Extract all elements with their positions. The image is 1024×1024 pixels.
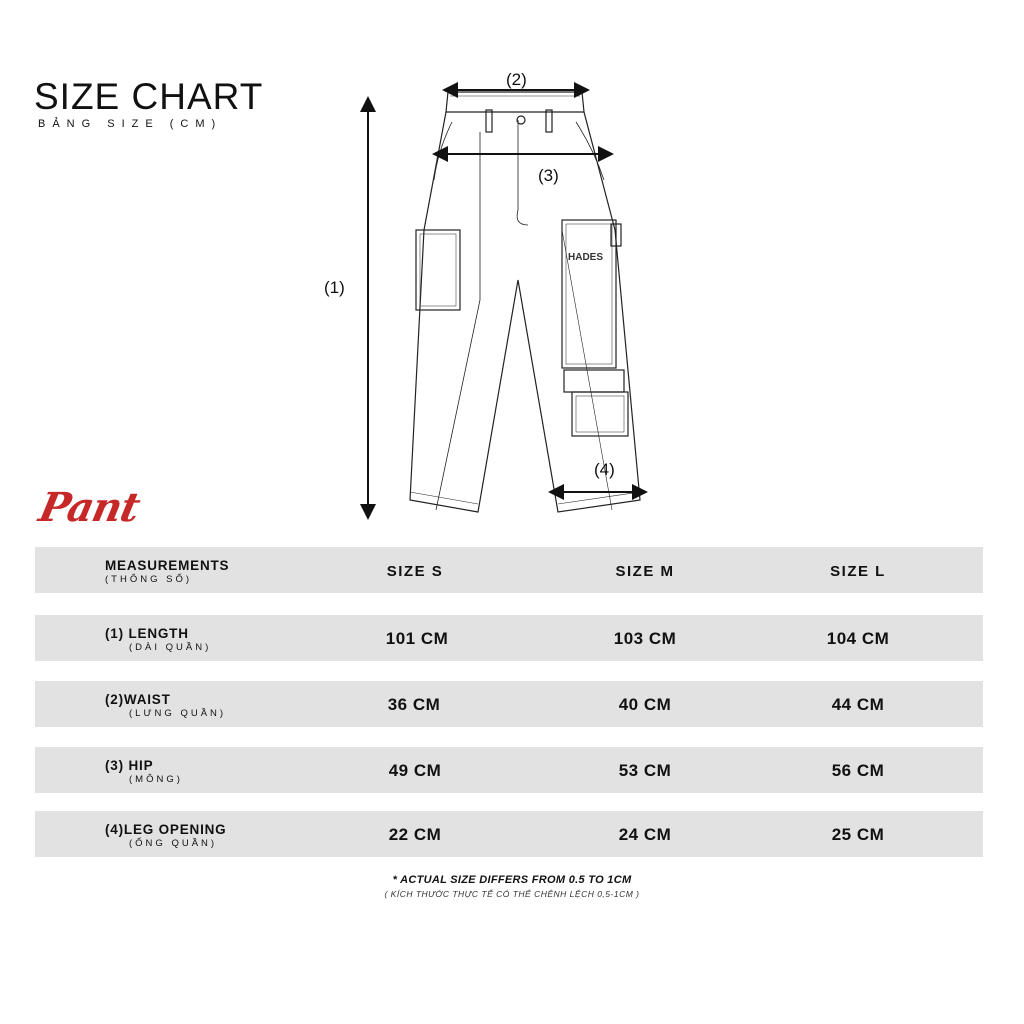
- table-cell: 36 CM: [387, 695, 441, 714]
- table-row: [35, 681, 983, 727]
- table-cell: 44 CM: [831, 695, 885, 714]
- size-note: * ACTUAL SIZE DIFFERS FROM 0.5 TO 1CM: [392, 874, 632, 886]
- page-subtitle: BẢNG SIZE (CM): [38, 118, 223, 130]
- measurements-header: MEASUREMENTS (THÔNG SỐ): [105, 558, 230, 585]
- page-title: SIZE CHART: [34, 76, 264, 117]
- row-label-leg-opening: (4)LEG OPENING (ỐNG QUẦN): [105, 822, 227, 849]
- table-row: [35, 615, 983, 661]
- table-cell: 104 CM: [826, 629, 890, 648]
- table-header-row: [35, 547, 983, 593]
- table-cell: 49 CM: [388, 761, 442, 780]
- table-cell: 53 CM: [618, 761, 672, 780]
- table-cell: 22 CM: [388, 825, 442, 844]
- table-cell: 101 CM: [385, 629, 449, 648]
- leg-opening-marker: (4): [594, 460, 615, 479]
- length-marker: (1): [324, 278, 345, 297]
- table-cell: 103 CM: [613, 629, 677, 648]
- size-note-vi: ( KÍCH THƯỚC THỰC TẾ CÓ THỂ CHÊNH LỆCH 0,5-1CM ): [384, 889, 640, 899]
- left-cargo-pocket: [416, 230, 460, 310]
- size-m-header: SIZE M: [615, 563, 675, 580]
- pant-logo: Pant: [35, 484, 144, 531]
- table-cell: 24 CM: [618, 825, 672, 844]
- row-label-hip: (3) HIP (MÔNG): [105, 758, 183, 785]
- table-cell: 56 CM: [831, 761, 885, 780]
- size-s-header: SIZE S: [386, 563, 444, 580]
- size-l-header: SIZE L: [830, 563, 886, 580]
- table-row: [35, 811, 983, 857]
- pants-drawing: [300, 60, 700, 530]
- waist-marker: (2): [506, 70, 527, 89]
- row-label-waist: (2)WAIST (LƯNG QUẦN): [105, 692, 227, 719]
- waistband-outline: [446, 92, 584, 112]
- row-label-length: (1) LENGTH (DÀI QUẦN): [105, 626, 212, 653]
- pants-diagram: [300, 60, 700, 530]
- table-cell: 40 CM: [618, 695, 672, 714]
- right-cargo-pocket: [572, 392, 628, 436]
- cargo-flap: [564, 370, 624, 392]
- hip-marker: (3): [538, 166, 559, 185]
- right-patch-panel: [562, 220, 616, 368]
- table-row: [35, 747, 983, 793]
- brand-mark: HADES: [568, 252, 604, 263]
- pants-outline: [410, 112, 640, 512]
- table-cell: 25 CM: [831, 825, 885, 844]
